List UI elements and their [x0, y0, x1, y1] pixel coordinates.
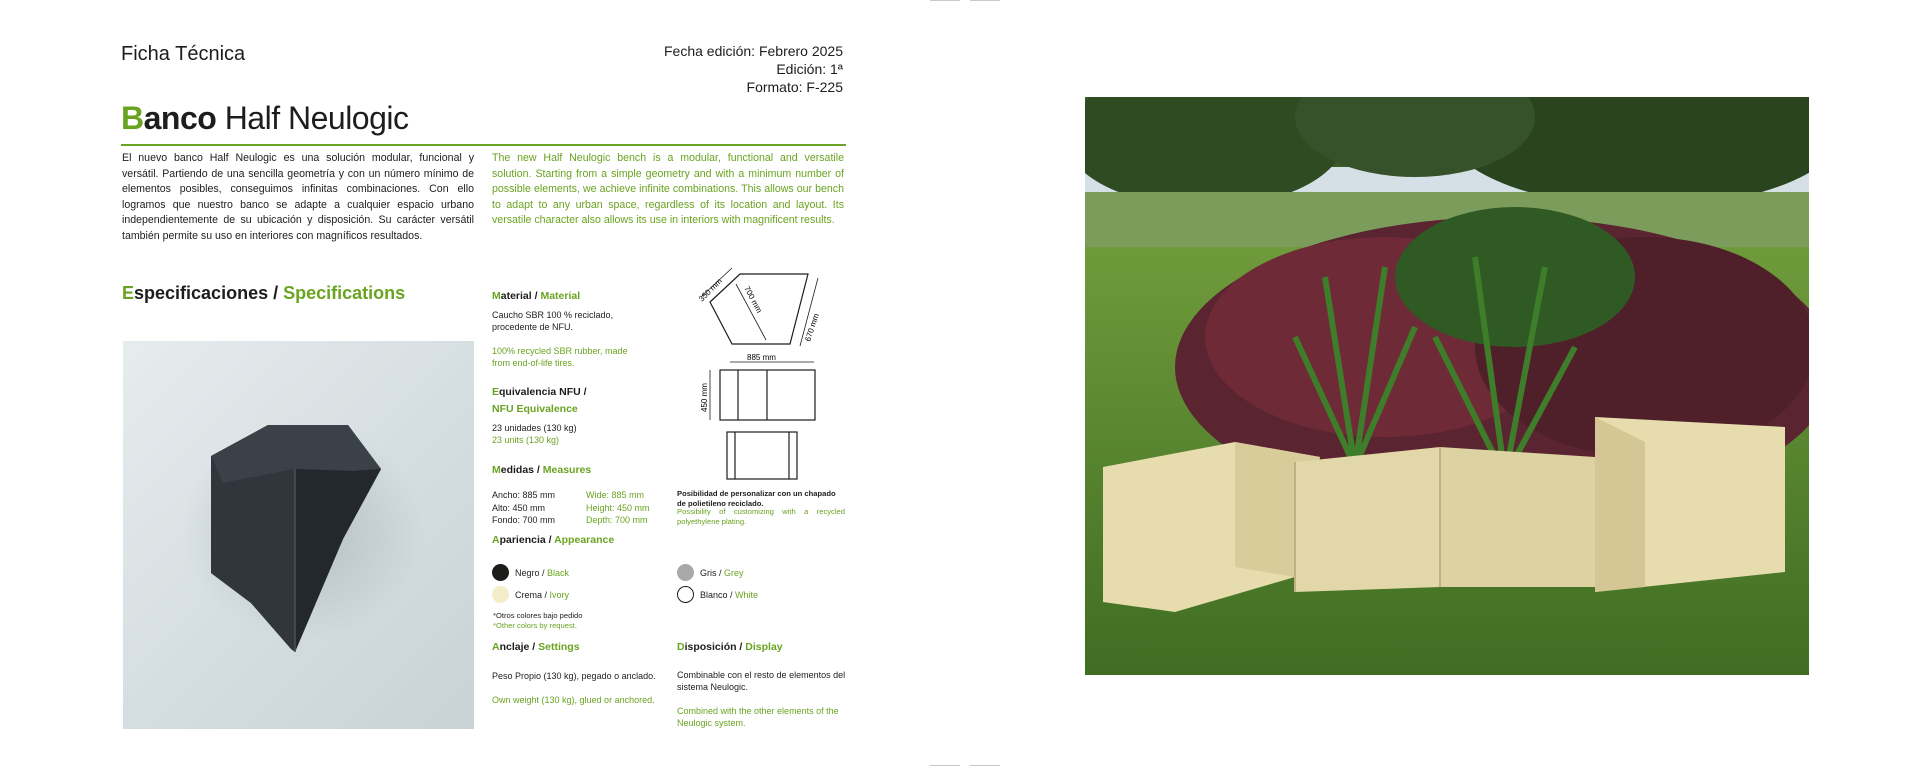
color-option-grey: [677, 564, 744, 581]
customization-text-es: Posibilidad de personalizar con un chapado de polietileno reciclado.: [677, 489, 836, 508]
display-initial: D: [677, 641, 685, 653]
dim-670-label: 670 mm: [803, 312, 821, 343]
appearance-head-en: Appearance: [554, 534, 615, 546]
color-option-ivory: [492, 586, 569, 603]
measures-list-en: [586, 489, 650, 527]
side-view-drawing: [727, 432, 797, 479]
measure-height-es: Alto: 450 mm: [492, 502, 546, 513]
color-label-white: Blanco / White: [700, 589, 759, 600]
nfu-head-en: NFU Equivalence: [492, 403, 578, 415]
nfu-text-es: 23 unidades (130 kg): [492, 423, 577, 433]
anchor-text-es: Peso Propio (130 kg), pegado o anclado.: [492, 671, 656, 681]
measure-depth-en: Depth: 700 mm: [586, 515, 648, 525]
park-installation-photo: [1085, 97, 1809, 675]
measure-depth-es: Fondo: 700 mm: [492, 515, 556, 525]
measures-initial: M: [492, 464, 501, 476]
measures-heading: [492, 464, 591, 476]
display-text-en: Combined with the other elements of the Neulogic system.: [677, 706, 839, 728]
anchor-heading: [492, 641, 580, 653]
specs-title-en: Specifications: [283, 283, 406, 303]
colors-note-es: *Otros colores bajo pedido: [493, 611, 583, 620]
color-label-grey: Gris / Grey: [700, 567, 744, 578]
measures-list-es: [492, 489, 555, 527]
dim-700-label: 700 mm: [742, 284, 764, 315]
material-head-en: Material: [540, 290, 581, 302]
title-rest: Half Neulogic: [216, 100, 409, 136]
material-text-en: 100% recycled SBR rubber, made from end-of-life tires.: [492, 346, 628, 368]
measure-width-es: Ancho: 885 mm: [492, 490, 556, 500]
dim-350-label: 350 mm: [697, 276, 724, 304]
nfu-initial: E: [492, 386, 500, 398]
specs-title-es: specificaciones /: [134, 283, 284, 303]
edition-number: Edición: 1ª: [776, 61, 843, 77]
material-head-es: aterial /: [500, 290, 541, 302]
page-title: [121, 100, 409, 137]
format-code: Formato: F-225: [746, 79, 843, 95]
anchor-head-en: Settings: [538, 641, 580, 653]
customization-text-en: Possibility of customizing with a recycled polyethylene plating.: [677, 507, 845, 526]
title-bold: anco: [143, 100, 217, 136]
edition-info: [664, 42, 843, 96]
front-view-drawing: [710, 362, 815, 420]
white-swatch: [677, 586, 694, 603]
anchor-initial: A: [492, 641, 500, 653]
appearance-head-es: pariencia /: [499, 534, 555, 546]
bench-top-view-illustration: [123, 341, 474, 729]
grey-swatch: [677, 564, 694, 581]
black-swatch: [492, 564, 509, 581]
anchor-text-en: Own weight (130 kg), glued or anchored.: [492, 695, 655, 705]
measure-width-en: Wide: 885 mm: [586, 490, 645, 500]
edition-date: Fecha edición: Febrero 2025: [664, 43, 843, 59]
specs-initial: E: [122, 283, 135, 303]
display-text-es: Combinable con el resto de elementos del sistema Neulogic.: [677, 670, 846, 692]
material-text-es: Caucho SBR 100 % reciclado, procedente de NFU.: [492, 310, 614, 332]
nfu-head-es: quivalencia NFU /: [499, 386, 587, 398]
dim-885-label: 885 mm: [747, 353, 776, 362]
doc-type-label: Ficha Técnica: [121, 43, 246, 65]
material-initial: M: [492, 290, 501, 302]
display-heading: [677, 641, 783, 653]
color-option-white: [677, 586, 758, 603]
intro-text-en: The new Half Neulogic bench is a modular, functional and versatile solution. Starting from a simple geometry and with a minimum number of possible elements, we achieve infinite combinations. This allows our bench to adapt to any urban space, regardless of its location and layout. Its versatile character also allows its use in interiors with magnificent results.: [492, 152, 844, 226]
ivory-swatch: [492, 586, 509, 603]
measure-height-en: Height: 450 mm: [586, 502, 650, 513]
measures-head-es: edidas /: [500, 464, 543, 476]
measures-head-en: Measures: [542, 464, 592, 476]
park-scene-illustration: [1085, 97, 1809, 675]
appearance-initial: A: [492, 534, 500, 546]
title-initial: B: [121, 100, 144, 136]
title-divider: [121, 144, 846, 146]
display-head-es: isposición /: [684, 641, 746, 653]
anchor-head-es: nclaje /: [499, 641, 539, 653]
color-label-black: Negro / Black: [515, 567, 570, 578]
nfu-text-en: 23 units (130 kg): [492, 435, 560, 445]
appearance-heading: [492, 534, 614, 546]
colors-note-en: *Other colors by request.: [493, 621, 577, 630]
color-option-black: [492, 564, 569, 581]
display-head-en: Display: [745, 641, 783, 653]
technical-drawings: [680, 262, 855, 487]
specifications-heading: [122, 283, 405, 304]
nfu-heading: [492, 384, 602, 418]
material-heading: [492, 290, 580, 302]
intro-text-es: El nuevo banco Half Neulogic es una solución modular, funcional y versátil. Partiendo de una sencilla geometría y con un número mínimo de elementos posibles, conseguimos infinitas combinaciones. Con ello logramos que nuestro banco se adapte a cualquier espacio urbano independientemente de su ubicación y disposición. Su carácter versátil también permite su uso en interiores con magníficos resultados.: [122, 152, 474, 242]
bench-product-photo: [123, 341, 474, 729]
color-label-ivory: Crema / Ivory: [515, 589, 570, 600]
dim-450-label: 450 mm: [700, 383, 709, 412]
